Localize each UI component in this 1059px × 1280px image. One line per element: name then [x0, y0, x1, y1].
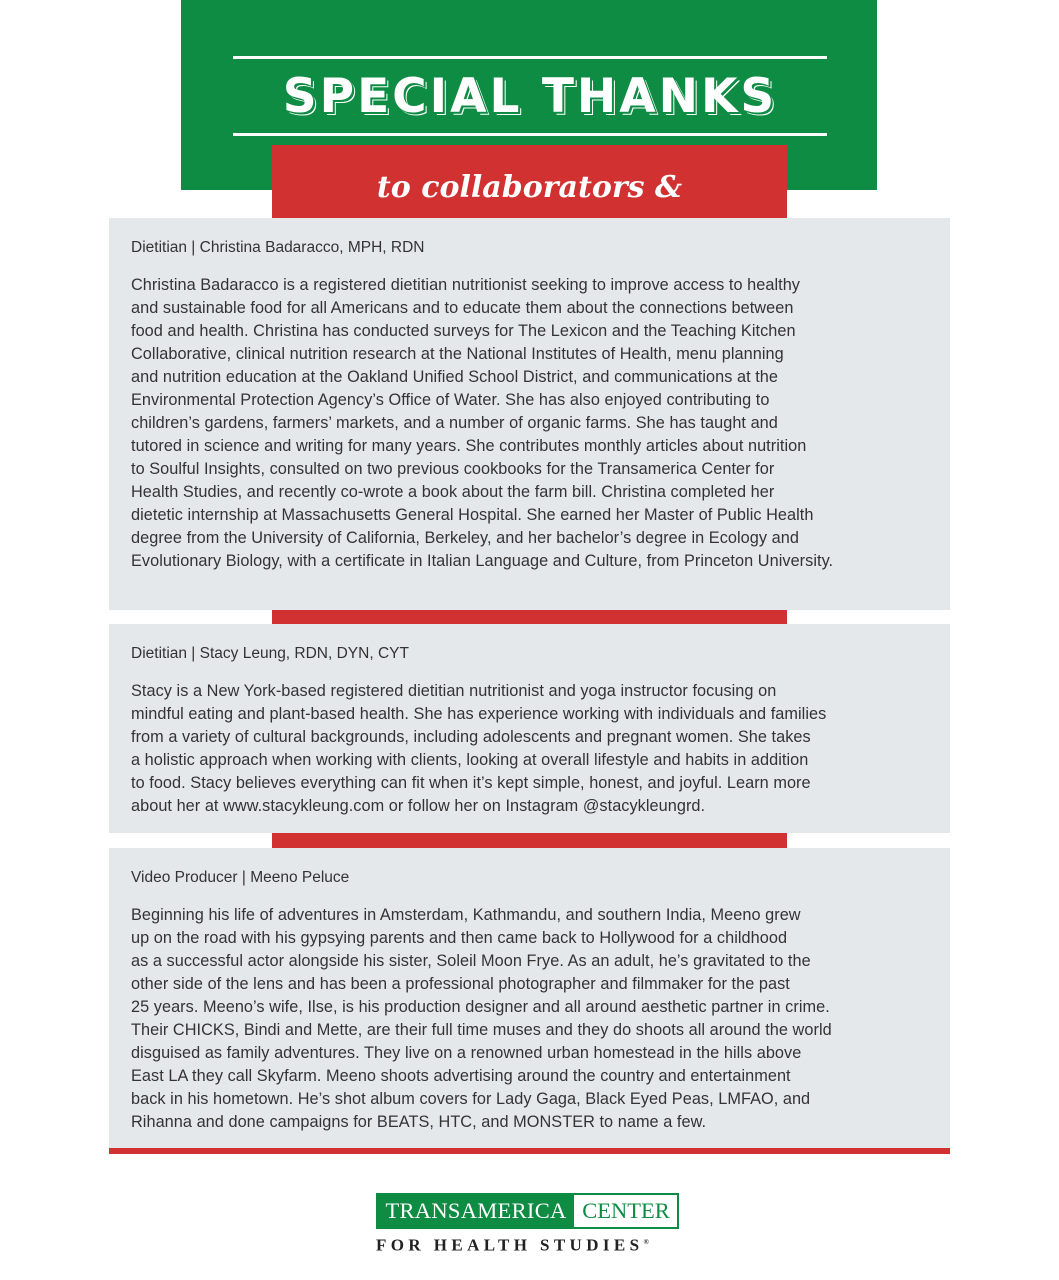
bio-line: about her at www.stacykleung.com or follow her on Instagram @stacykleungrd. [131, 797, 706, 815]
bio-line: Christina Badaracco is a registered dietitian nutritionist seeking to improve access to healthy [131, 276, 800, 294]
logo-wordmark-left: TRANSAMERICA [378, 1195, 574, 1227]
bio-line: Beginning his life of adventures in Amsterdam, Kathmandu, and southern India, Meeno grew [131, 906, 801, 924]
logo-frame [376, 1193, 679, 1229]
bio-line: tutored in science and writing for many years. She contributes monthly articles about nutrition [131, 437, 807, 455]
bio-line: up on the road with his gypsying parents and then came back to Hollywood for a childhood [131, 929, 788, 947]
red-divider [272, 610, 787, 624]
bio-line: a holistic approach when working with clients, looking at overall lifestyle and habits in addition [131, 751, 809, 769]
bio-line: children’s gardens, farmers’ markets, and a number of organic farms. She has taught and [131, 414, 778, 432]
contributor-bio [131, 680, 930, 818]
bio-line: Health Studies, and recently co-wrote a book about the farm bill. Christina completed her [131, 483, 775, 501]
bio-line: and nutrition education at the Oakland Unified School District, and communications at the [131, 368, 779, 386]
page-subtitle: to collaborators & [376, 170, 683, 205]
transamerica-logo [376, 1193, 683, 1253]
contributor-heading: Dietitian | Stacy Leung, RDN, DYN, CYT [131, 645, 409, 662]
bio-line: Environmental Protection Agency’s Office of Water. She has also enjoyed contributing to [131, 391, 770, 409]
logo-tagline [376, 1232, 683, 1255]
logo-wordmark-right: CENTER [582, 1198, 670, 1223]
bio-line: Stacy is a New York-based registered dietitian nutritionist and yoga instructor focusing on [131, 682, 777, 700]
bio-line: as a successful actor alongside his sister, Soleil Moon Frye. As an adult, he’s gravitated to the [131, 952, 811, 970]
contributor-heading: Video Producer | Meeno Peluce [131, 869, 350, 886]
page-title: SPECIAL THANKS [282, 69, 778, 124]
title-bottom-rule [233, 133, 827, 136]
bio-line: to food. Stacy believes everything can fit when it’s kept simple, honest, and joyful. Learn more [131, 774, 811, 792]
contributor-bio [131, 274, 930, 573]
bio-line: back in his hometown. He’s shot album covers for Lady Gaga, Black Eyed Peas, LMFAO, and [131, 1090, 811, 1108]
bio-line: East LA they call Skyfarm. Meeno shoots advertising around the country and entertainment [131, 1067, 791, 1085]
contributor-bio [131, 904, 930, 1134]
bio-line: Rihanna and done campaigns for BEATS, HTC, and MONSTER to name a few. [131, 1113, 707, 1131]
contributor-panel-badaracco [109, 218, 950, 610]
red-bottom-rule [109, 1148, 950, 1154]
bio-line: other side of the lens and has been a professional photographer and filmmaker for the past [131, 975, 790, 993]
bio-line: Their CHICKS, Bindi and Mette, are their full time muses and they do shoots all around the world [131, 1021, 832, 1039]
bio-line: dietetic internship at Massachusetts General Hospital. She earned her Master of Public Health [131, 506, 814, 524]
registered-mark: ® [643, 1238, 649, 1246]
bio-line: Evolutionary Biology, with a certificate in Italian Language and Culture, from Princeton University. [131, 552, 834, 570]
red-divider [272, 833, 787, 848]
contributor-panel-peluce [109, 848, 950, 1151]
contributor-heading: Dietitian | Christina Badaracco, MPH, RDN [131, 239, 425, 256]
contributor-panel-leung [109, 624, 950, 833]
bio-line: mindful eating and plant-based health. She has experience working with individuals and families [131, 705, 827, 723]
bio-line: degree from the University of California, Berkeley, and her bachelor’s degree in Ecology and [131, 529, 799, 547]
title-top-rule [233, 56, 827, 59]
bio-line: disguised as family adventures. They live on a renowned urban homestead in the hills above [131, 1044, 802, 1062]
bio-line: and sustainable food for all Americans and to educate them about the connections between [131, 299, 794, 317]
bio-line: to Soulful Insights, consulted on two previous cookbooks for the Transamerica Center for [131, 460, 775, 478]
bio-line: food and health. Christina has conducted surveys for The Lexicon and the Teaching Kitchen [131, 322, 796, 340]
logo-tagline-text: FOR HEALTH STUDIES [376, 1235, 644, 1255]
bio-line: Collaborative, clinical nutrition research at the National Institutes of Health, menu planning [131, 345, 784, 363]
bio-line: 25 years. Meeno’s wife, Ilse, is his production designer and all around aesthetic partner in crime. [131, 998, 830, 1016]
bio-line: from a variety of cultural backgrounds, including adolescents and pregnant women. She takes [131, 728, 811, 746]
